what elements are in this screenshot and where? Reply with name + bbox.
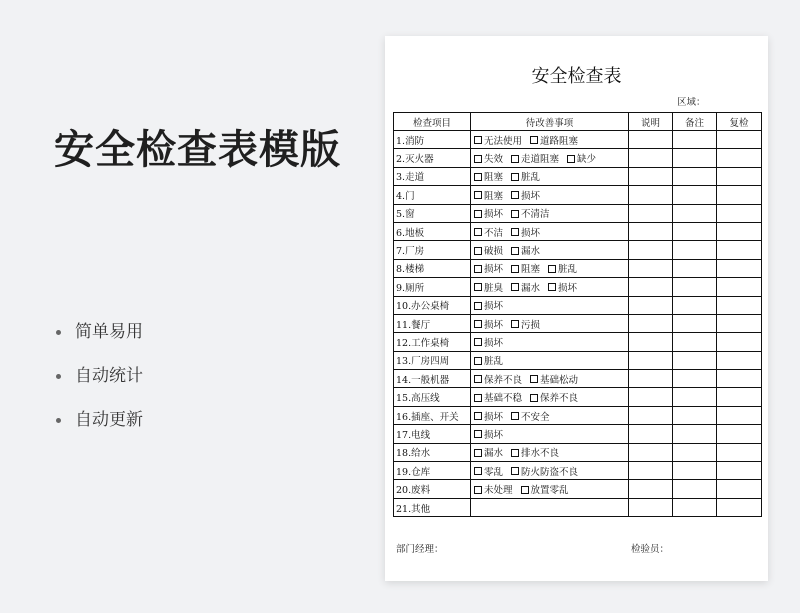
remarks-cell[interactable] xyxy=(673,186,717,204)
issue-option[interactable] xyxy=(474,375,522,386)
checkbox-icon[interactable] xyxy=(548,283,556,291)
issue-option[interactable] xyxy=(511,209,550,220)
checkbox-icon[interactable] xyxy=(548,265,556,273)
feature-label: 自动统计 xyxy=(75,366,143,386)
notes-cell[interactable] xyxy=(629,241,673,259)
issue-option[interactable] xyxy=(511,264,540,275)
table-row xyxy=(394,149,762,167)
header-issues: 待改善事项 xyxy=(471,113,629,131)
remarks-cell[interactable] xyxy=(673,462,717,480)
issue-option[interactable] xyxy=(511,412,550,423)
notes-cell[interactable] xyxy=(629,222,673,240)
issue-options-cell xyxy=(471,370,629,388)
issue-option[interactable] xyxy=(474,283,503,294)
issue-options-cell xyxy=(471,296,629,314)
recheck-cell[interactable] xyxy=(717,241,762,259)
notes-cell[interactable] xyxy=(629,351,673,369)
feature-label: 简单易用 xyxy=(75,322,143,342)
issue-option-label: 阻塞 xyxy=(521,264,541,276)
issue-option[interactable] xyxy=(474,228,503,239)
issue-option[interactable] xyxy=(474,264,503,275)
recheck-cell[interactable] xyxy=(717,443,762,461)
issue-option[interactable] xyxy=(474,356,503,367)
issue-options-cell xyxy=(471,259,629,277)
table-row xyxy=(394,443,762,461)
check-item-label: 19.仓库 xyxy=(394,462,471,480)
area-label: 区域： xyxy=(677,97,706,108)
issue-option[interactable] xyxy=(474,320,503,331)
checkbox-icon[interactable] xyxy=(474,412,482,420)
issue-option-label: 不清洁 xyxy=(521,209,550,221)
issue-option[interactable] xyxy=(474,172,503,183)
issue-options-cell xyxy=(471,351,629,369)
checkbox-icon[interactable] xyxy=(530,394,538,402)
remarks-cell[interactable] xyxy=(673,351,717,369)
remarks-cell[interactable] xyxy=(673,370,717,388)
remarks-cell[interactable] xyxy=(673,388,717,406)
issue-option[interactable] xyxy=(474,485,513,496)
issue-option-label: 损坏 xyxy=(558,282,578,294)
checkbox-icon[interactable] xyxy=(530,375,538,383)
issue-option-label: 脏乱 xyxy=(558,264,578,276)
checkbox-icon[interactable] xyxy=(474,486,482,494)
table-body xyxy=(394,131,762,517)
remarks-cell[interactable] xyxy=(673,259,717,277)
recheck-cell[interactable] xyxy=(717,388,762,406)
issue-option[interactable] xyxy=(474,467,503,478)
issue-option-label: 零乱 xyxy=(484,466,504,478)
issue-option-label: 失效 xyxy=(484,154,504,166)
issue-option[interactable] xyxy=(474,191,503,202)
issue-option[interactable] xyxy=(511,172,540,183)
issue-option-label: 走道阻塞 xyxy=(521,154,560,166)
remarks-cell[interactable] xyxy=(673,425,717,443)
inspection-table xyxy=(393,112,762,517)
issue-options-cell xyxy=(471,462,629,480)
remarks-cell[interactable] xyxy=(673,204,717,222)
notes-cell[interactable] xyxy=(629,278,673,296)
check-item-label: 21.其他 xyxy=(394,498,471,516)
checkbox-icon[interactable] xyxy=(474,320,482,328)
checkbox-icon[interactable] xyxy=(474,283,482,291)
check-item-label: 7.厂房 xyxy=(394,241,471,259)
remarks-cell[interactable] xyxy=(673,480,717,498)
checkbox-icon[interactable] xyxy=(474,265,482,273)
check-item-label: 10.办公桌椅 xyxy=(394,296,471,314)
remarks-cell[interactable] xyxy=(673,149,717,167)
header-item: 检查项目 xyxy=(394,113,471,131)
issue-options-cell xyxy=(471,498,629,516)
header-notes: 说明 xyxy=(629,113,673,131)
checkbox-icon[interactable] xyxy=(511,412,519,420)
recheck-cell[interactable] xyxy=(717,351,762,369)
remarks-cell[interactable] xyxy=(673,296,717,314)
checkbox-icon[interactable] xyxy=(511,173,519,181)
issue-option-label: 防火防盗不良 xyxy=(521,466,579,478)
issue-option-label: 不洁 xyxy=(484,227,504,239)
remarks-cell[interactable] xyxy=(673,241,717,259)
check-item-label: 15.高压线 xyxy=(394,388,471,406)
issue-option[interactable] xyxy=(474,393,522,404)
issue-option-label: 保养不良 xyxy=(540,393,579,405)
recheck-cell[interactable] xyxy=(717,314,762,332)
issue-option-label: 阻塞 xyxy=(484,172,504,184)
table-row xyxy=(394,167,762,185)
checkbox-icon[interactable] xyxy=(474,394,482,402)
issue-option[interactable] xyxy=(511,228,540,239)
feature-item xyxy=(56,398,143,442)
feature-list xyxy=(56,310,143,442)
issue-option-label: 无法使用 xyxy=(484,135,523,147)
checkbox-icon[interactable] xyxy=(474,136,482,144)
issue-option-label: 破损 xyxy=(484,246,504,258)
notes-cell[interactable] xyxy=(629,462,673,480)
issue-option[interactable] xyxy=(511,283,540,294)
issue-option[interactable] xyxy=(548,264,577,275)
checkbox-icon[interactable] xyxy=(511,265,519,273)
recheck-cell[interactable] xyxy=(717,167,762,185)
recheck-cell[interactable] xyxy=(717,222,762,240)
check-item-label: 18.给水 xyxy=(394,443,471,461)
notes-cell[interactable] xyxy=(629,259,673,277)
issue-option-label: 污损 xyxy=(521,319,541,331)
recheck-cell[interactable] xyxy=(717,480,762,498)
table-row xyxy=(394,462,762,480)
checkbox-icon[interactable] xyxy=(511,210,519,218)
checkbox-icon[interactable] xyxy=(511,191,519,199)
remarks-cell[interactable] xyxy=(673,131,717,149)
issue-option[interactable] xyxy=(474,246,503,257)
checkbox-icon[interactable] xyxy=(511,247,519,255)
bullet-icon xyxy=(56,418,61,423)
issue-options-cell xyxy=(471,278,629,296)
checkbox-icon[interactable] xyxy=(474,338,482,346)
checkbox-icon[interactable] xyxy=(474,302,482,310)
table-row xyxy=(394,204,762,222)
issue-option[interactable] xyxy=(474,412,503,423)
check-item-label: 3.走道 xyxy=(394,167,471,185)
issue-options-cell xyxy=(471,204,629,222)
check-item-label: 8.楼梯 xyxy=(394,259,471,277)
table-row xyxy=(394,278,762,296)
document-title: 安全检查表 xyxy=(531,66,622,87)
issue-option[interactable] xyxy=(474,338,503,349)
notes-cell[interactable] xyxy=(629,406,673,424)
issue-option-label: 放置零乱 xyxy=(530,485,569,497)
issue-options-cell xyxy=(471,222,629,240)
check-item-label: 14.一般机器 xyxy=(394,370,471,388)
remarks-cell[interactable] xyxy=(673,406,717,424)
recheck-cell[interactable] xyxy=(717,278,762,296)
issue-option[interactable] xyxy=(530,393,578,404)
table-header-row xyxy=(394,113,762,131)
issue-options-cell xyxy=(471,388,629,406)
notes-cell[interactable] xyxy=(629,388,673,406)
notes-cell[interactable] xyxy=(629,333,673,351)
feature-label: 自动更新 xyxy=(75,410,143,430)
issue-option-label: 缺少 xyxy=(577,154,597,166)
check-item-label: 17.电线 xyxy=(394,425,471,443)
checkbox-icon[interactable] xyxy=(511,155,519,163)
recheck-cell[interactable] xyxy=(717,333,762,351)
check-item-label: 12.工作桌椅 xyxy=(394,333,471,351)
check-item-label: 4.门 xyxy=(394,186,471,204)
issue-option-label: 损坏 xyxy=(484,209,504,221)
issue-option-label: 漏水 xyxy=(521,282,541,294)
issue-options-cell xyxy=(471,167,629,185)
check-item-label: 9.厕所 xyxy=(394,278,471,296)
issue-option[interactable] xyxy=(474,430,503,441)
template-title: 安全检查表模版 xyxy=(54,127,341,173)
checkbox-icon[interactable] xyxy=(511,320,519,328)
check-item-label: 1.消防 xyxy=(394,131,471,149)
checkbox-icon[interactable] xyxy=(567,155,575,163)
remarks-cell[interactable] xyxy=(673,443,717,461)
bullet-icon xyxy=(56,330,61,335)
recheck-cell[interactable] xyxy=(717,370,762,388)
table-row xyxy=(394,498,762,516)
notes-cell[interactable] xyxy=(629,204,673,222)
table-row xyxy=(394,131,762,149)
issue-option[interactable] xyxy=(530,375,578,386)
issue-option[interactable] xyxy=(474,448,503,459)
recheck-cell[interactable] xyxy=(717,186,762,204)
table-row xyxy=(394,241,762,259)
checkbox-icon[interactable] xyxy=(530,136,538,144)
issue-option-label: 脏乱 xyxy=(484,356,504,368)
notes-cell[interactable] xyxy=(629,296,673,314)
recheck-cell[interactable] xyxy=(717,498,762,516)
issue-options-cell xyxy=(471,333,629,351)
checkbox-icon[interactable] xyxy=(474,173,482,181)
issue-option[interactable] xyxy=(511,320,540,331)
issue-option[interactable] xyxy=(548,283,577,294)
notes-cell[interactable] xyxy=(629,443,673,461)
issue-option[interactable] xyxy=(474,209,503,220)
checkbox-icon[interactable] xyxy=(474,155,482,163)
header-recheck: 复检 xyxy=(717,113,762,131)
issue-option-label: 损坏 xyxy=(484,429,504,441)
notes-cell[interactable] xyxy=(629,370,673,388)
issue-options-cell xyxy=(471,131,629,149)
checkbox-icon[interactable] xyxy=(474,467,482,475)
issue-option-label: 损坏 xyxy=(521,190,541,202)
check-item-label: 13.厂房四周 xyxy=(394,351,471,369)
issue-option-label: 损坏 xyxy=(484,264,504,276)
issue-option[interactable] xyxy=(511,467,578,478)
issue-option-label: 排水不良 xyxy=(521,448,560,460)
recheck-cell[interactable] xyxy=(717,406,762,424)
remarks-cell[interactable] xyxy=(673,167,717,185)
issue-options-cell xyxy=(471,425,629,443)
recheck-cell[interactable] xyxy=(717,296,762,314)
recheck-cell[interactable] xyxy=(717,259,762,277)
feature-item xyxy=(56,310,143,354)
issue-option-label: 脏臭 xyxy=(484,282,504,294)
table-row xyxy=(394,222,762,240)
issue-option-label: 阻塞 xyxy=(484,190,504,202)
inspector-label: 检验员： xyxy=(631,544,670,555)
table-row xyxy=(394,314,762,332)
recheck-cell[interactable] xyxy=(717,204,762,222)
issue-option-label: 基础不稳 xyxy=(484,393,523,405)
check-item-label: 20.废料 xyxy=(394,480,471,498)
issue-option-label: 损坏 xyxy=(521,227,541,239)
checkbox-icon[interactable] xyxy=(521,486,529,494)
table-row xyxy=(394,480,762,498)
notes-cell[interactable] xyxy=(629,186,673,204)
table-row xyxy=(394,351,762,369)
checkbox-icon[interactable] xyxy=(511,283,519,291)
issue-options-cell xyxy=(471,186,629,204)
issue-option-label: 脏乱 xyxy=(521,172,541,184)
check-item-label: 16.插座、开关 xyxy=(394,406,471,424)
issue-option-label: 损坏 xyxy=(484,337,504,349)
checkbox-icon[interactable] xyxy=(511,467,519,475)
table-row xyxy=(394,333,762,351)
bullet-icon xyxy=(56,374,61,379)
issue-option[interactable] xyxy=(511,154,559,165)
issue-option[interactable] xyxy=(511,448,559,459)
issue-option-label: 损坏 xyxy=(484,301,504,313)
checkbox-icon[interactable] xyxy=(474,375,482,383)
issue-option[interactable] xyxy=(521,485,569,496)
table-row xyxy=(394,406,762,424)
table-row xyxy=(394,388,762,406)
issue-option[interactable] xyxy=(511,191,540,202)
recheck-cell[interactable] xyxy=(717,149,762,167)
recheck-cell[interactable] xyxy=(717,425,762,443)
document-preview xyxy=(385,36,768,581)
checkbox-icon[interactable] xyxy=(474,449,482,457)
notes-cell[interactable] xyxy=(629,314,673,332)
notes-cell[interactable] xyxy=(629,167,673,185)
notes-cell[interactable] xyxy=(629,149,673,167)
recheck-cell[interactable] xyxy=(717,131,762,149)
checkbox-icon[interactable] xyxy=(474,191,482,199)
issue-option-label: 基础松动 xyxy=(540,374,579,386)
checkbox-icon[interactable] xyxy=(474,247,482,255)
issue-option[interactable] xyxy=(511,246,540,257)
table-row xyxy=(394,370,762,388)
issue-option-label: 漏水 xyxy=(521,246,541,258)
remarks-cell[interactable] xyxy=(673,222,717,240)
table-row xyxy=(394,259,762,277)
header-remarks: 备注 xyxy=(673,113,717,131)
issue-options-cell xyxy=(471,241,629,259)
issue-option-label: 道路阻塞 xyxy=(540,135,579,147)
remarks-cell[interactable] xyxy=(673,333,717,351)
issue-option[interactable] xyxy=(474,136,522,147)
issue-option-label: 漏水 xyxy=(484,448,504,460)
checkbox-icon[interactable] xyxy=(511,449,519,457)
department-manager-label: 部门经理： xyxy=(396,544,444,555)
issue-options-cell xyxy=(471,314,629,332)
check-item-label: 6.地板 xyxy=(394,222,471,240)
remarks-cell[interactable] xyxy=(673,498,717,516)
check-item-label: 11.餐厅 xyxy=(394,314,471,332)
issue-option-label: 损坏 xyxy=(484,411,504,423)
table-row xyxy=(394,296,762,314)
issue-option[interactable] xyxy=(474,154,503,165)
notes-cell[interactable] xyxy=(629,498,673,516)
issue-option-label: 未处理 xyxy=(484,485,513,497)
remarks-cell[interactable] xyxy=(673,314,717,332)
issue-option[interactable] xyxy=(530,136,578,147)
issue-options-cell xyxy=(471,443,629,461)
issue-options-cell xyxy=(471,149,629,167)
issue-option-label: 不安全 xyxy=(521,411,550,423)
checkbox-icon[interactable] xyxy=(474,357,482,365)
recheck-cell[interactable] xyxy=(717,462,762,480)
issue-option-label: 保养不良 xyxy=(484,374,523,386)
remarks-cell[interactable] xyxy=(673,278,717,296)
check-item-label: 5.窗 xyxy=(394,204,471,222)
issue-option[interactable] xyxy=(474,301,503,312)
notes-cell[interactable] xyxy=(629,131,673,149)
check-item-label: 2.灭火器 xyxy=(394,149,471,167)
table-row xyxy=(394,186,762,204)
checkbox-icon[interactable] xyxy=(474,210,482,218)
notes-cell[interactable] xyxy=(629,425,673,443)
issue-option-label: 损坏 xyxy=(484,319,504,331)
issue-options-cell xyxy=(471,480,629,498)
notes-cell[interactable] xyxy=(629,480,673,498)
table-row xyxy=(394,425,762,443)
issue-option[interactable] xyxy=(567,154,596,165)
checkbox-icon[interactable] xyxy=(474,228,482,236)
checkbox-icon[interactable] xyxy=(511,228,519,236)
feature-item xyxy=(56,354,143,398)
checkbox-icon[interactable] xyxy=(474,430,482,438)
issue-options-cell xyxy=(471,406,629,424)
